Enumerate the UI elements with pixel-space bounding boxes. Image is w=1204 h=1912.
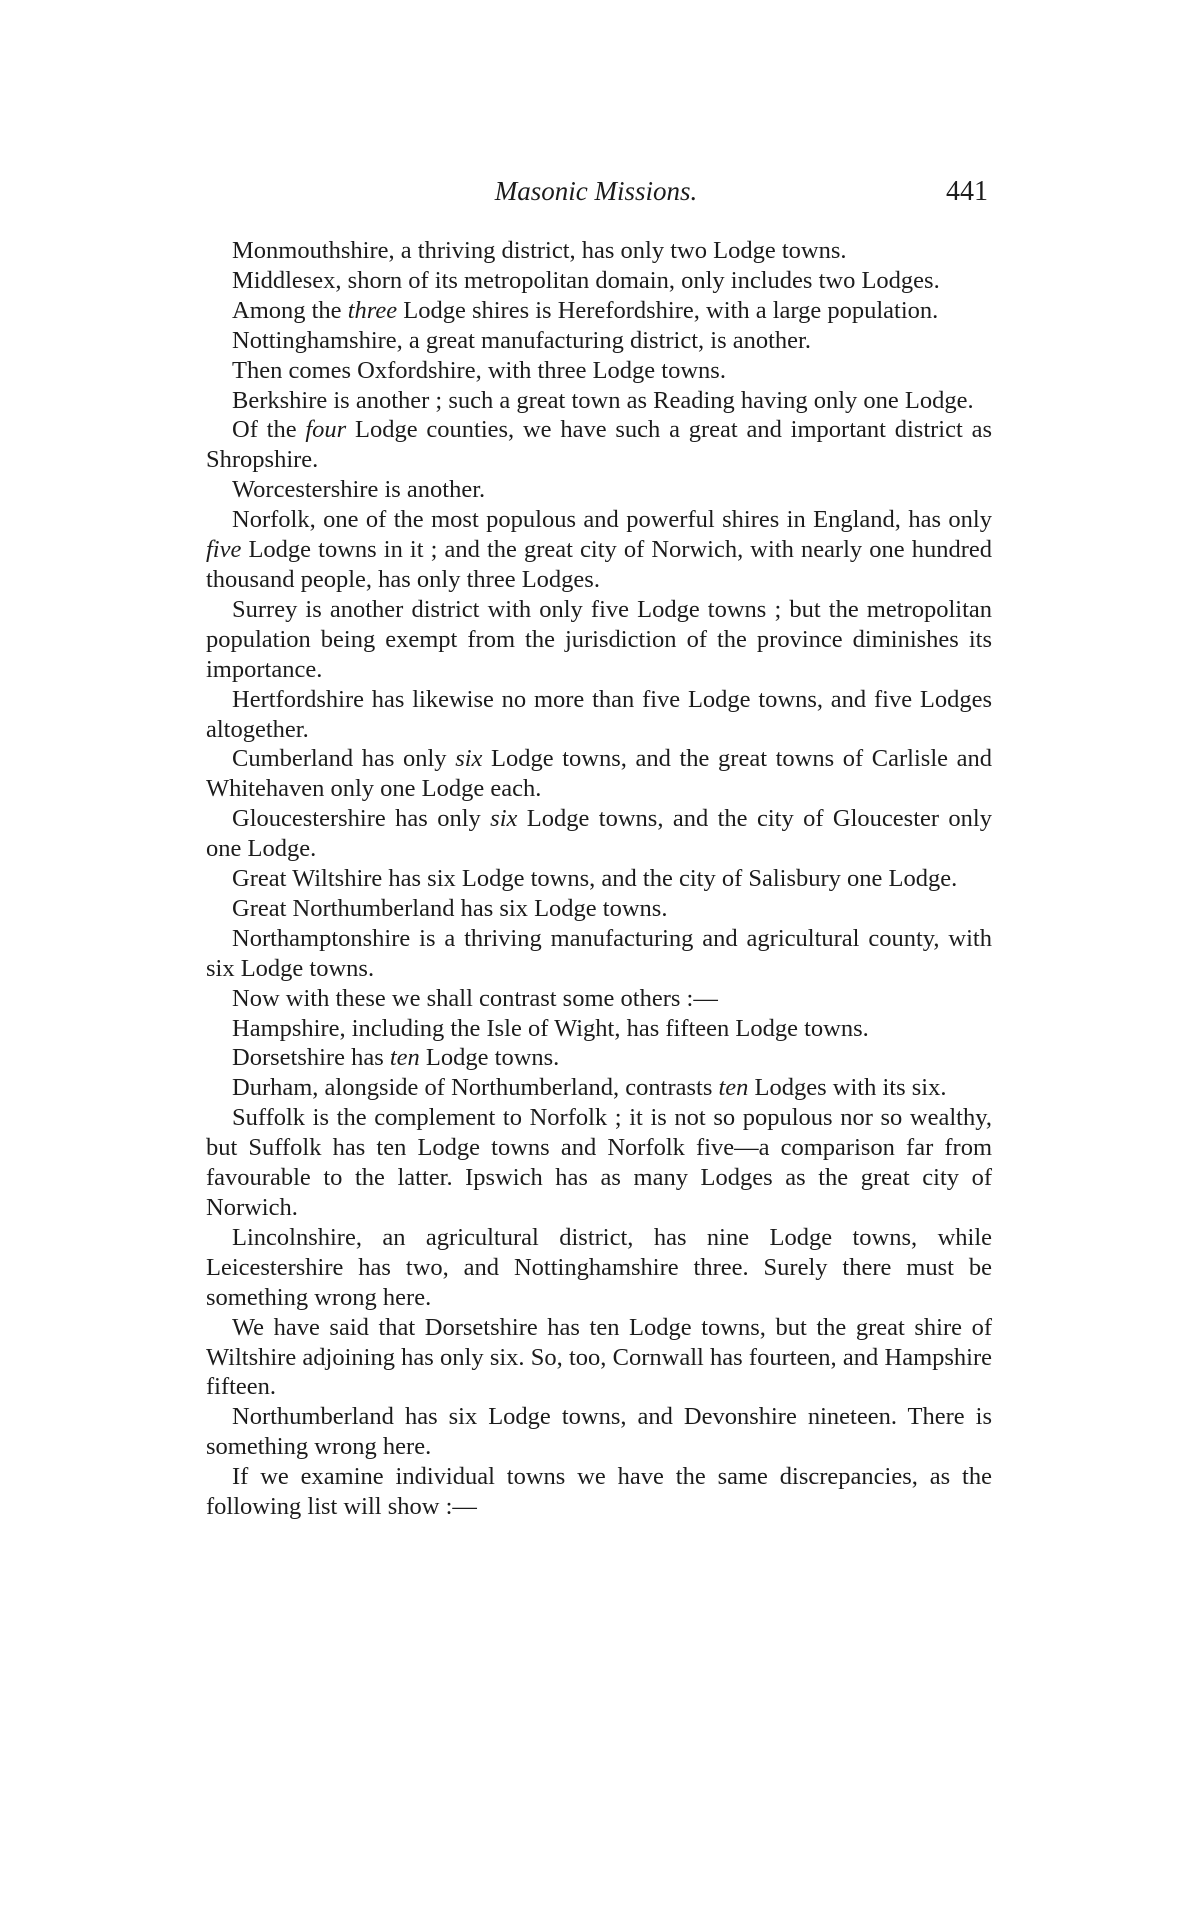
paragraph xyxy=(206,685,992,745)
text-run: Nottinghamshire, a great manufacturing district, is another. xyxy=(232,326,811,354)
italic-emphasis: ten xyxy=(389,1044,420,1072)
text-run: Lodge shires is Herefordshire, with a large population. xyxy=(397,296,939,324)
italic-emphasis: five xyxy=(206,536,242,564)
paragraph xyxy=(206,1073,992,1103)
paragraph xyxy=(206,984,992,1014)
italic-emphasis: six xyxy=(490,805,518,833)
paragraph xyxy=(206,1014,992,1044)
paragraph xyxy=(206,356,992,386)
text-run: Lodge counties, we have such a great and important district as Shropshire. xyxy=(206,416,992,474)
text-run: Great Northumberland has six Lodge towns. xyxy=(232,894,668,922)
text-run: Of the xyxy=(232,416,306,444)
text-run: We have said that Dorsetshire has ten Lodge towns, but the great shire of Wiltshire adjoining has only six. So, too, Cornwall has fourteen, and Hampshire fifteen. xyxy=(206,1313,992,1401)
paragraph xyxy=(206,864,992,894)
paragraph xyxy=(206,1103,992,1223)
text-run: Hampshire, including the Isle of Wight, has fifteen Lodge towns. xyxy=(232,1014,869,1042)
paragraph xyxy=(206,1043,992,1073)
paragraph xyxy=(206,475,992,505)
paragraph xyxy=(206,804,992,864)
text-run: Lincolnshire, an agricultural district, has nine Lodge towns, while Leicestershire has two, and Nottinghamshire three. Surely there must be something wrong here. xyxy=(206,1223,992,1311)
text-run: Northamptonshire is a thriving manufacturing and agricultural county, with six Lodge towns. xyxy=(206,924,992,982)
text-run: Lodge towns, and the city of Gloucester only one Lodge. xyxy=(206,805,992,863)
text-run: Lodge towns, and the great towns of Carlisle and Whitehaven only one Lodge each. xyxy=(206,745,993,803)
paragraph xyxy=(206,744,992,804)
italic-emphasis: three xyxy=(347,296,398,324)
paragraph xyxy=(206,1313,992,1403)
italic-emphasis: four xyxy=(305,416,347,444)
text-run: Northumberland has six Lodge towns, and Devonshire nineteen. There is something wrong here. xyxy=(206,1403,992,1461)
text-run: Durham, alongside of Northumberland, contrasts xyxy=(232,1074,719,1102)
text-run: Gloucestershire has only xyxy=(232,805,491,833)
text-run: If we examine individual towns we have the same discrepancies, as the following list will show :— xyxy=(206,1463,992,1521)
text-run: Surrey is another district with only five Lodge towns ; but the metropolitan population being exempt from the jurisdiction of the province diminishes its importance. xyxy=(206,595,992,683)
text-run: Among the xyxy=(232,296,348,324)
text-run: Great Wiltshire has six Lodge towns, and the city of Salisbury one Lodge. xyxy=(232,865,958,893)
text-run: Hertfordshire has likewise no more than five Lodge towns, and five Lodges altogether. xyxy=(206,685,992,743)
text-run: Suffolk is the complement to Norfolk ; it is not so populous nor so wealthy, but Suffolk has ten Lodge towns and Norfolk five—a comparison far from favourable to the latter. Ipswich has as many Lodges as the great city of Norwich. xyxy=(206,1104,992,1221)
paragraph xyxy=(206,1402,992,1462)
italic-emphasis: ten xyxy=(718,1074,749,1102)
text-run: Worcestershire is another. xyxy=(232,476,486,504)
paragraph xyxy=(206,1223,992,1313)
paragraph xyxy=(206,386,992,416)
italic-emphasis: six xyxy=(455,745,483,773)
text-run: Monmouthshire, a thriving district, has only two Lodge towns. xyxy=(232,237,847,264)
text-run: Dorsetshire has xyxy=(232,1044,390,1072)
paragraph xyxy=(206,266,992,296)
paragraph xyxy=(206,595,992,685)
paragraph xyxy=(206,236,992,266)
text-run: Lodge towns. xyxy=(419,1044,560,1072)
paragraph xyxy=(206,894,992,924)
text-run: Then comes Oxfordshire, with three Lodge towns. xyxy=(232,356,726,384)
text-run: Lodge towns in it ; and the great city of Norwich, with nearly one hundred thousand people, has only three Lodges. xyxy=(206,536,992,593)
text-run: Cumberland has only xyxy=(232,745,456,773)
text-run: Lodges with its six. xyxy=(748,1074,947,1102)
text-run: Norfolk, one of the most populous and powerful shires in England, has only xyxy=(232,506,992,534)
paragraph xyxy=(206,296,992,326)
text-run: Berkshire is another ; such a great town as Reading having only one Lodge. xyxy=(232,386,974,414)
paragraph xyxy=(206,505,992,595)
page-number: 441 xyxy=(946,176,988,207)
body-text xyxy=(206,236,992,1522)
text-run: Now with these we shall contrast some others :— xyxy=(232,984,718,1012)
page-header xyxy=(200,176,992,216)
paragraph xyxy=(206,1462,992,1522)
paragraph xyxy=(206,924,992,984)
text-run: Middlesex, shorn of its metropolitan domain, only includes two Lodges. xyxy=(232,266,940,294)
running-head: Masonic Missions. xyxy=(494,176,698,206)
paragraph xyxy=(206,326,992,356)
paragraph xyxy=(206,415,992,475)
